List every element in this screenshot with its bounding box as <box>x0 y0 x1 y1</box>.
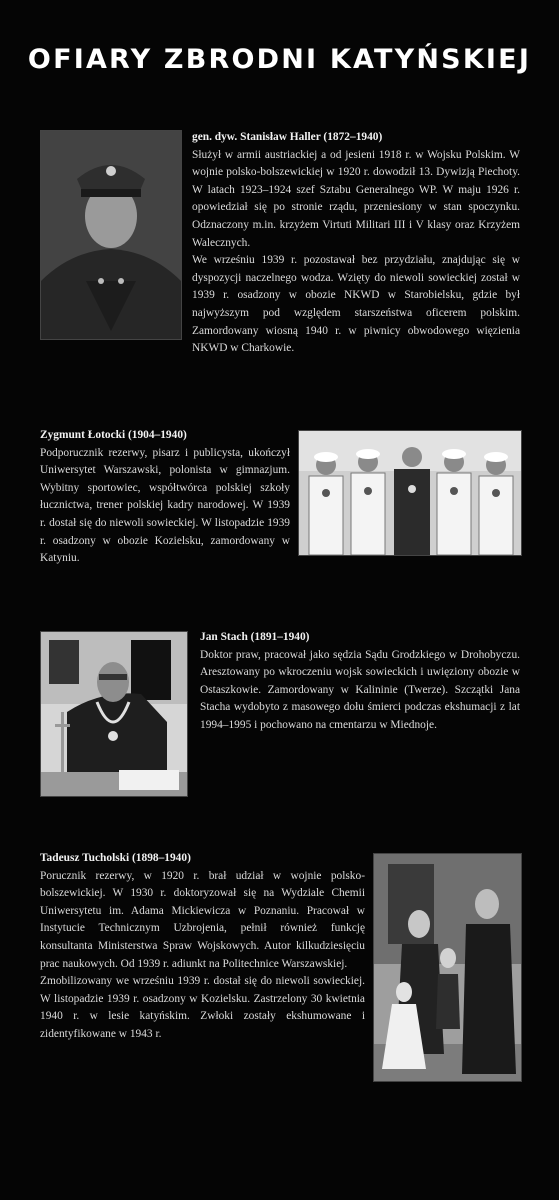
entry-paragraph: Zmobilizowany we wrześniu 1939 r. dostał się do niewoli sowieckiej. W listopadzie 1939 r. osadzony w Kozielsku. Zastrzelony 30 kwietnia 1940 r. w lesie katyńskim. Zwłoki zostały ekshumowane i zidentyfikowane w 1943 r. <box>40 975 365 1040</box>
entry-stach <box>200 629 520 735</box>
entry-paragraph: Porucznik rezerwy, w 1920 r. brał udział w wojnie polsko-bolszewickiej. W 1930 r. doktoryzował się na Wydziale Chemii Uniwersytetu im. Adama Mickiewicza w Poznaniu. Pracował w Instytucie Technicznym Uzbrojenia, pełnił również funkcję konsultanta Ministerstwa Spraw Wojskowych. Autor kilkudziesięciu prac naukowych. Od 1939 r. adiunkt na Politechnice Warszawskiej. <box>40 869 365 970</box>
entry-paragraph: Służył w armii austriackiej a od jesieni 1918 r. w Wojsku Polskim. W wojnie polsko-bolszewickiej w 1920 r. dowodził 13. Dywizją Piechoty. W latach 1923–1924 szef Sztabu Generalnego WP. W maju 1926 r. opowiedział się po stronie rządu, przeniesiony w stan spoczynku. Odznaczony m.in. krzyżem Virtuti Militari III i V klasy oraz Krzyżem Walecznych. <box>192 148 520 249</box>
entry-name: Tadeusz Tucholski (1898–1940) <box>40 852 191 864</box>
portrait-photo-stach <box>40 631 188 797</box>
portrait-photo-haller <box>40 130 182 340</box>
entry-paragraph: Doktor praw, pracował jako sędzia Sądu Grodzkiego w Drohobyczu. Aresztowany po wkroczeniu wojsk sowieckich i uwięziony obozie w Ostaszkowie. Zamordowany w Kalininie (Twerze). Szczątki Jana Stacha wydobyto z masowego dołu śmierci podczas ekshumacji z lat 1994–1995 i pochowano na cmentarzu w Miednoje. <box>200 648 520 731</box>
page-title: OFIARY ZBRODNI KATYŃSKIEJ <box>27 44 532 75</box>
entry-lotocki <box>40 427 290 568</box>
entry-paragraph: Podporucznik rezerwy, pisarz i publicysta, ukończył Uniwersytet Warszawski, polonista w gimnazjum. Wybitny sportowiec, współtwórca polskiej szkoły łucznictwa, trener polskiej kadry narodowej. W 1939 r. dostał się do niewoli sowieckiej. W listopadzie 1939 r. osadzony w obozie Kozielsku, zamordowany w Katyniu. <box>40 446 290 565</box>
entry-name: Jan Stach (1891–1940) <box>200 631 310 643</box>
entry-tucholski <box>40 850 365 1044</box>
entry-paragraph: We wrześniu 1939 r. pozostawał bez przydziału, znajdując się w dyspozycji naczelnego wodza. Wzięty do niewoli sowieckiej został w 1939 r. osadzony w obozie NKWD w Starobielsku, gdzie był najwyższym pod względem starszeństwa oficerem polskim. Zamordowany wiosną 1940 r. w piwnicy obwodowego więzienia NKWD w Charkowie. <box>192 254 520 355</box>
entry-name: gen. dyw. Stanisław Haller (1872–1940) <box>192 131 383 143</box>
family-photo-tucholski <box>373 853 522 1082</box>
group-photo-lotocki <box>298 430 522 556</box>
entry-name: Zygmunt Łotocki (1904–1940) <box>40 429 187 441</box>
entry-haller <box>192 129 520 358</box>
